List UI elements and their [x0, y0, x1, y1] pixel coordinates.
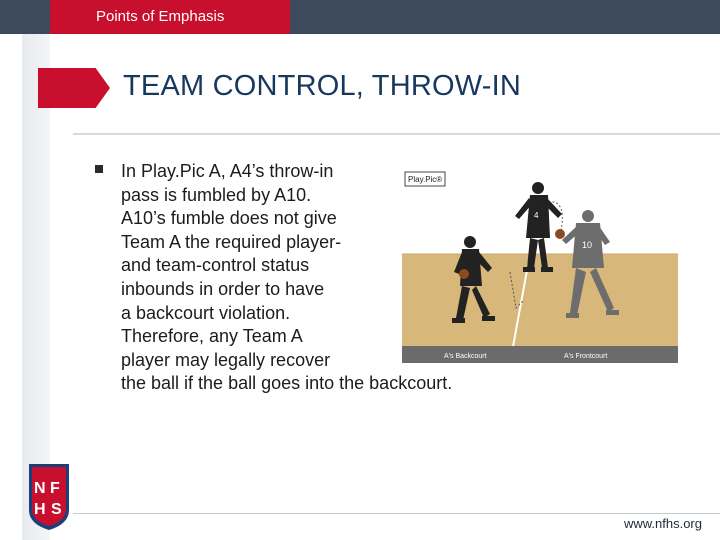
body-line: A10’s fumble does not give — [121, 208, 337, 229]
body-line: player may legally recover — [121, 349, 331, 370]
playpic-svg — [402, 168, 678, 363]
body-line: and team-control status — [121, 255, 310, 276]
logo-letter-f: F — [50, 480, 60, 497]
jersey-a4: 4 — [534, 211, 539, 220]
logo-letter-n: N — [34, 480, 46, 497]
slide-title: TEAM CONTROL, THROW-IN — [123, 70, 522, 102]
title-arrow-icon — [38, 68, 110, 108]
body-line: a backcourt violation. — [121, 302, 291, 323]
body-line: Therefore, any Team A — [121, 326, 303, 347]
body-line: Team A the required player- — [121, 231, 342, 252]
basketball-icon — [459, 269, 469, 279]
logo-letter-s: S — [51, 501, 62, 518]
section-tab-label: Points of Emphasis — [96, 8, 225, 25]
logo-letter-h: H — [34, 501, 46, 518]
frontcourt-label: A's Frontcourt — [564, 353, 608, 360]
nfhs-logo — [26, 462, 72, 532]
bullet-icon — [95, 165, 103, 173]
body-line: pass is fumbled by A10. — [121, 184, 312, 205]
jersey-a10: 10 — [582, 240, 593, 250]
body-line: the ball if the ball goes into the backcourt. — [121, 373, 453, 394]
thrown-ball-icon — [555, 229, 565, 239]
footer-divider — [73, 513, 720, 514]
title-divider — [73, 133, 720, 135]
nfhs-logo-svg — [26, 462, 72, 532]
body-line: In Play.Pic A, A4’s throw-in — [121, 161, 334, 181]
footer-url: www.nfhs.org — [623, 516, 702, 531]
body-line: inbounds in order to have — [121, 278, 325, 299]
playpic-illustration — [402, 168, 678, 363]
playpic-badge: Play.Pic® — [408, 175, 443, 184]
backcourt-label: A's Backcourt — [444, 353, 487, 360]
